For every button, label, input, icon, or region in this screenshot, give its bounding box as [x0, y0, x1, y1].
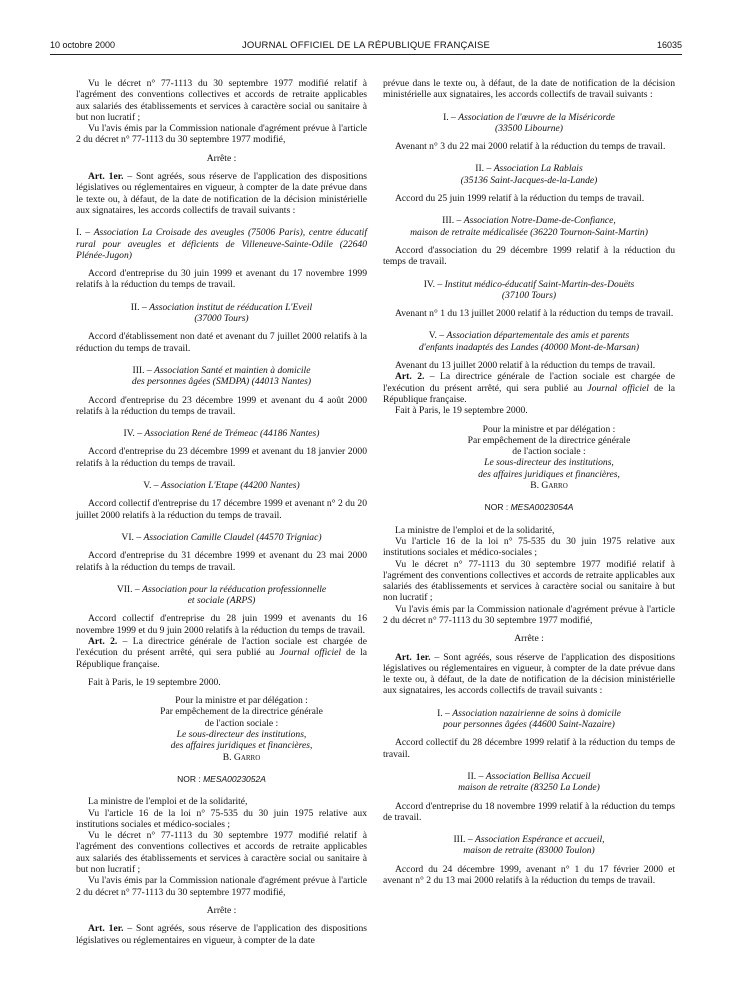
nor-code: MESA0023054A — [510, 502, 574, 513]
item-number: II. – — [130, 301, 150, 313]
item-text: Accord d'entreprise du 23 décembre 1999 et avenant du 4 août 2000 relatifs à la réduction du temps de travail. — [76, 394, 367, 417]
item-text: Avenant du 13 juillet 2000 relatif à la réduction du temps de travail. — [395, 360, 656, 372]
item-subtitle: pour personnes âgées (44600 Saint-Nazaire) — [443, 719, 615, 731]
signature-block — [76, 695, 367, 763]
article-1 — [383, 652, 675, 697]
right-column — [383, 78, 675, 886]
article-1 — [76, 923, 367, 946]
article-1-text: – Sont agréés, sous réserve de l'application des dispositions législatives ou réglementaires en vigueur, à compter de la date prévue dans le texte ou, à défaut, de la date de notification de la décision ministérielle aux signataires, les accords collectifs de travail suivants : — [383, 651, 675, 697]
item-number: I. – — [443, 111, 459, 123]
header-date: 10 octobre 2000 — [50, 40, 116, 50]
item-text: Avenant n° 1 du 13 juillet 2000 relatif à la réduction du temps de travail. — [395, 308, 674, 320]
vu-loi: Vu l'article 16 de la loi n° 75-535 du 30 juin 1975 relative aux institutions sociales et médico-sociales ; — [383, 535, 675, 559]
journal-name: Journal officiel — [587, 382, 649, 394]
vu-decret: Vu le décret n° 77-1113 du 30 septembre 1977 modifié relatif à l'agrément des conventions collectives et accords de retraite applicables aux salariés des établissements et services à caractère social ou sanitaire à but non lucratif ; — [383, 558, 675, 604]
item-number: I. – — [76, 227, 94, 239]
arrete-heading: Arrête : — [514, 633, 544, 645]
article-2-text-end: de la République française. — [383, 382, 676, 405]
item-number: III. – — [442, 215, 464, 227]
signature-line: de l'action sociale : — [204, 717, 279, 729]
vu-avis: Vu l'avis émis par la Commission nationale d'agrément prévue à l'article 2 du décret n° 77-1113 du 30 septembre 1977 modifié, — [76, 123, 367, 146]
nor-label: NOR : — [177, 773, 204, 784]
article-2-text-end: de la République française. — [76, 647, 367, 670]
vu-avis: Vu l'avis émis par la Commission nationale d'agrément prévue à l'article 2 du décret n° 77-1113 du 30 septembre 1977 modifié, — [76, 875, 367, 898]
ministre-line: La ministre de l'emploi et de la solidarité, — [88, 796, 248, 808]
association-heading — [383, 163, 675, 186]
association-heading — [76, 480, 367, 491]
association-heading — [383, 708, 675, 731]
article-1-label: Art. 1er. — [395, 651, 431, 663]
item-title: Association pour la rééducation professionnelle — [142, 583, 327, 595]
item-subtitle: et sociale (ARPS) — [187, 595, 256, 607]
item-title: Association La Rablais — [493, 163, 583, 175]
item-title: Association La Croisade des aveugles (75006 Paris), centre éducatif rural pour aveugles et déficients de Villeneuve-Sainte-Odile (22640 Plénée-Jugon) — [76, 227, 367, 261]
item-subtitle: (37100 Tours) — [501, 289, 557, 301]
association-heading — [383, 330, 675, 353]
continuation-text: prévue dans le texte ou, à défaut, de la date de notification de la décision ministérielle aux signataires, les accords collectifs de travail suivants : — [383, 78, 675, 101]
association-heading — [76, 365, 367, 388]
vu-loi: Vu l'article 16 de la loi n° 75-535 du 30 juin 1975 relative aux institutions sociales et médico-sociales ; — [76, 807, 367, 830]
item-subtitle: des personnes âgées (SMDPA) (44013 Nantes) — [131, 376, 312, 388]
association-heading — [383, 771, 675, 794]
item-text: Accord du 24 décembre 1999, avenant n° 1 du 17 février 2000 et avenant n° 2 du 13 mai 2000 relatifs à la réduction du temps de travail. — [383, 863, 675, 887]
signature-line: Par empêchement de la directrice générale — [160, 706, 323, 718]
article-2 — [76, 636, 367, 670]
item-number: V. – — [428, 330, 447, 342]
article-2-label: Art. 2. — [88, 635, 118, 647]
item-title: Association Camille Claudel (44570 Trigniac) — [143, 531, 322, 543]
item-title: Association Bellisa Accueil — [485, 770, 591, 782]
item-title: Institut médico-éducatif Saint-Martin-des-Douëts — [444, 278, 635, 290]
article-1-label: Art. 1er. — [88, 923, 124, 935]
item-title: Association Espérance et accueil, — [475, 834, 605, 846]
signature-line: Le sous-directeur des institutions, — [176, 729, 307, 741]
signature-block — [383, 424, 675, 492]
item-text: Accord d'établissement non daté et avenant du 7 juillet 2000 relatifs à la réduction du temps de travail. — [76, 331, 367, 354]
signature-line: Pour la ministre et par délégation : — [175, 695, 308, 707]
item-title: Association départementale des amis et parents — [446, 330, 630, 342]
signature-line: de l'action sociale : — [512, 446, 586, 458]
association-heading — [383, 279, 675, 302]
item-title: Association institut de rééducation L'Eveil — [149, 301, 313, 313]
page-number: 16035 — [656, 40, 682, 50]
association-heading — [383, 112, 675, 135]
item-title: Association de l'œuvre de la Miséricorde — [458, 111, 615, 123]
arrete-heading: Arrête : — [206, 904, 237, 916]
article-2-label: Art. 2. — [395, 371, 425, 383]
item-number: II. – — [467, 770, 486, 782]
item-text: Accord collectif d'entreprise du 28 juin 1999 et avenants du 16 novembre 1999 et du 9 juin 2000 relatifs à la réduction du temps de travail. — [76, 613, 367, 636]
association-heading — [383, 834, 675, 857]
item-title: Association René de Trémeac (44186 Nantes) — [144, 428, 320, 440]
article-2 — [383, 371, 675, 405]
item-text: Accord d'entreprise du 30 juin 1999 et avenant du 17 novembre 1999 relatifs à la réduction du temps de travail. — [76, 268, 367, 291]
item-number: III. – — [453, 834, 476, 846]
ministre-line: La ministre de l'emploi et de la solidarité, — [395, 524, 555, 536]
signature-line: Pour la ministre et par délégation : — [482, 423, 616, 435]
journal-name: Journal officiel — [279, 647, 342, 659]
item-subtitle: maison de retraite médicalisée (36220 Tournon-Saint-Martin) — [410, 226, 648, 238]
association-heading — [76, 584, 367, 607]
article-1-text: – Sont agréés, sous réserve de l'application des dispositions législatives ou réglementaires en vigueur, à compter de la date prévue dans le texte ou, à défaut, de la date de notification de la décision ministérielle aux signataires, les accords collectifs de travail suivants : — [76, 171, 367, 216]
item-number: IV. – — [123, 428, 145, 440]
page-header — [50, 40, 682, 55]
item-subtitle: (33500 Libourne) — [495, 122, 563, 134]
item-text: Accord collectif d'entreprise du 17 décembre 1999 et avenant n° 2 du 20 juillet 2000 relatifs à la réduction du temps de travail. — [76, 498, 367, 521]
item-subtitle: maison de retraite (83250 La Londe) — [458, 782, 600, 794]
association-heading — [76, 428, 367, 439]
item-text: Accord d'entreprise du 23 décembre 1999 et avenant du 18 janvier 2000 relatifs à la réduction du temps de travail. — [76, 446, 367, 469]
journal-title: JOURNAL OFFICIEL DE LA RÉPUBLIQUE FRANÇAISE — [241, 40, 491, 51]
article-2-text: – La directrice générale de l'action sociale est chargée de l'exécution du présent arrêté, qui sera publié au — [76, 635, 367, 659]
association-heading — [383, 215, 675, 238]
item-text: Accord d'association du 29 décembre 1999 relatif à la réduction du temps de travail. — [383, 244, 675, 268]
article-1-text: – Sont agréés, sous réserve de l'application des dispositions législatives ou réglementaires en vigueur, à compter de la date — [76, 923, 367, 946]
nor-code: MESA0023052A — [203, 773, 266, 784]
vu-decret: Vu le décret n° 77-1113 du 30 septembre 1977 modifié relatif à l'agrément des conventions collectives et accords de retraite applicables aux salariés des établissements et services à caractère social ou sanitaire à but non lucratif ; — [76, 830, 367, 876]
item-text: Accord d'entreprise du 18 novembre 1999 relatif à la réduction du temps de travail. — [383, 800, 675, 823]
item-number: II. – — [475, 163, 494, 175]
article-1-label: Art. 1er. — [88, 171, 124, 183]
vu-avis: Vu l'avis émis par la Commission nationale d'agrément prévue à l'article 2 du décret n° 77-1113 du 30 septembre 1977 modifié, — [383, 603, 675, 626]
association-heading — [76, 302, 367, 325]
item-subtitle: (37000 Tours) — [194, 313, 249, 325]
nor-reference — [76, 774, 367, 785]
item-text: Accord d'entreprise du 31 décembre 1999 et avenant du 23 mai 2000 relatifs à la réduction du temps de travail. — [76, 550, 367, 573]
nor-label: NOR : — [484, 502, 511, 513]
item-title: Association Santé et maintien à domicile — [154, 364, 311, 376]
item-number: III. – — [132, 364, 155, 376]
fait-a-paris: Fait à Paris, le 19 septembre 2000. — [395, 405, 528, 417]
nor-reference — [383, 502, 675, 513]
item-subtitle: (35136 Saint-Jacques-de-la-Lande) — [460, 174, 598, 186]
left-column — [76, 78, 367, 946]
signature-line: Par empêchement de la directrice générale — [467, 434, 631, 446]
vu-decret: Vu le décret n° 77-1113 du 30 septembre 1977 modifié relatif à l'agrément des conventions collectives et accords de retraite applicables aux salariés des établissements et services à caractère social ou sanitaire à but non lucratif ; — [76, 78, 367, 123]
item-number: IV. – — [423, 278, 445, 290]
item-subtitle: d'enfants inadaptés des Landes (40000 Mont-de-Marsan) — [418, 341, 640, 353]
signature-line: Le sous-directeur des institutions, — [484, 457, 614, 469]
item-text: Accord du 25 juin 1999 relatif à la réduction du temps de travail. — [395, 193, 645, 205]
association-heading — [76, 227, 367, 261]
article-2-text: – La directrice générale de l'action sociale est chargée de l'exécution du présent arrêté, qui sera publié au — [383, 371, 675, 394]
association-heading — [76, 532, 367, 543]
fait-a-paris: Fait à Paris, le 19 septembre 2000. — [88, 676, 221, 688]
item-title: Association nazairienne de soins à domicile — [452, 707, 621, 719]
item-number: I. – — [437, 707, 453, 719]
signature-line: des affaires juridiques et financières, — [170, 740, 313, 752]
item-number: VII. – — [116, 583, 143, 595]
item-number: V. – — [143, 480, 161, 492]
signatory-name: B. Garro — [222, 751, 261, 763]
arrete-heading: Arrête : — [206, 152, 237, 164]
item-title: Association Notre-Dame-de-Confiance, — [463, 215, 616, 227]
item-number: VI. – — [121, 531, 144, 543]
item-title: Association L'Etape (44200 Nantes) — [160, 480, 300, 492]
signature-line: des affaires juridiques et financières, — [478, 468, 620, 480]
article-1 — [76, 171, 367, 216]
item-text: Avenant n° 3 du 22 mai 2000 relatif à la réduction du temps de travail. — [395, 141, 666, 153]
signatory-name: B. Garro — [530, 480, 568, 492]
item-text: Accord collectif du 28 décembre 1999 relatif à la réduction du temps de travail. — [383, 737, 675, 760]
item-subtitle: maison de retraite (83000 Toulon) — [463, 845, 595, 857]
